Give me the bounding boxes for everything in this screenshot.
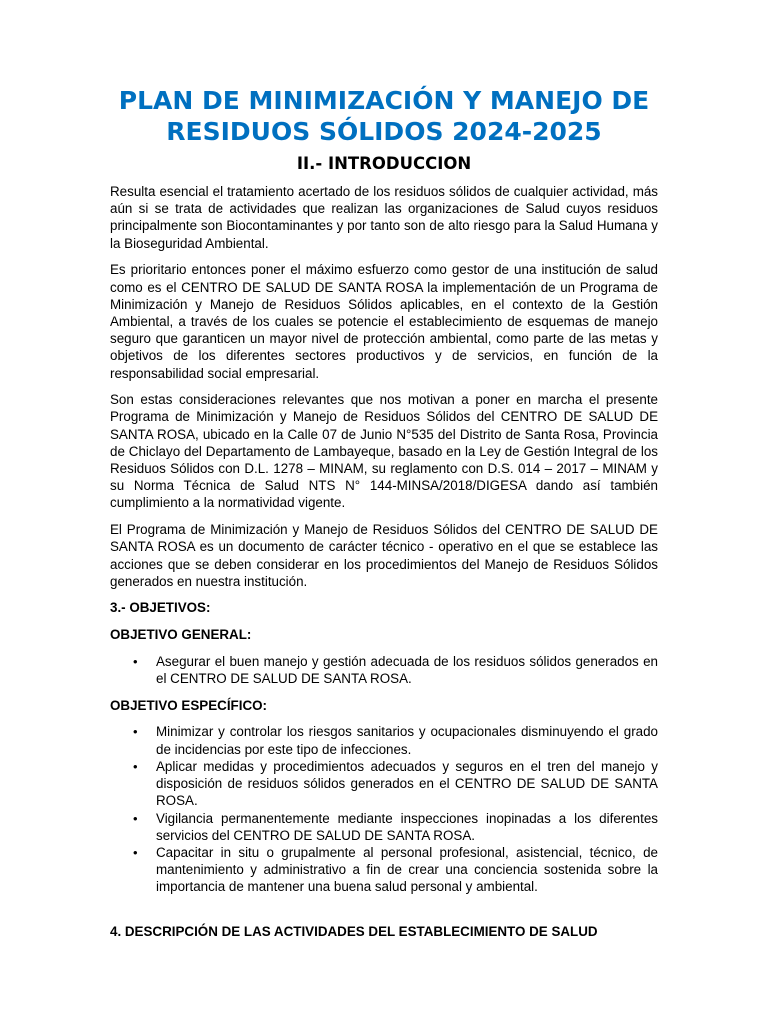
introduction-heading: II.- INTRODUCCION [296,154,472,173]
list-item-text: Capacitar in situ o grupalmente al personal profesional, asistencial, técnico, de mantenimiento y administrativo a fin de crear una conciencia sostenida sobre la importancia de mantener una buena salud personal y ambiental. [156,844,658,895]
list-item-text: Vigilancia permanentemente mediante inspecciones inopinadas a los diferentes servicios del CENTRO DE SALUD DE SANTA ROSA. [156,810,658,843]
intro-paragraph: Son estas consideraciones relevantes que nos motivan a poner en marcha el presente Programa de Minimización y Manejo de Residuos Sólidos del CENTRO DE SALUD DE SANTA ROSA, ubicado en la Calle 07 de Junio N°535 del Distrito de Santa Rosa, Provincia de Chiclayo del Departamento de Lambayeque, basado en la Ley de Gestión Integral de los Residuos Sólidos con D.L. 1278 – MINAM, su reglamento con D.S. 014 – 2017 – MINAM y su Norma Técnica de Salud NTS N° 144-MINSA/2018/DIGESA dando así también cumplimiento a la normatividad vigente. [110,392,658,511]
bullet-icon: • [133,844,138,860]
list-item [110,758,658,810]
spacer [110,905,658,923]
general-objective-heading: OBJETIVO GENERAL: [110,627,252,643]
list-item-text: Asegurar el buen manejo y gestión adecuada de los residuos sólidos generados en el CENTRO DE SALUD DE SANTA ROSA. [156,653,658,687]
bullet-icon: • [133,810,138,826]
bullet-icon: • [133,758,138,774]
list-item [110,844,658,896]
list-item [110,653,658,687]
intro-paragraph: El Programa de Minimización y Manejo de Residuos Sólidos del CENTRO DE SALUD DE SANTA ROSA es un documento de carácter técnico - operativo en el que se establece las acciones que se deben considerar en los procedimientos del Manejo de Residuos Sólidos generados en nuestra institución. [110,522,658,589]
specific-objective-heading: OBJETIVO ESPECÍFICO: [110,697,267,713]
bullet-icon: • [133,653,138,669]
document-title: PLAN DE MINIMIZACIÓN Y MANEJO DE RESIDUOS SÓLIDOS 2024-2025 [118,86,650,146]
intro-paragraph: Es prioritario entonces poner el máximo esfuerzo como gestor de una institución de salud como es el CENTRO DE SALUD DE SANTA ROSA la implementación de un Programa de Minimización y Manejo de Residuos Sólidos aplicables, en el contexto de la Gestión Ambiental, a través de los cuales se potencie el establecimiento de esquemas de manejo seguro que garanticen un mayor nivel de protección ambiental, como parte de las metas y objetivos de los diferentes sectores productivos y de servicios, en función de la responsabilidad social empresarial. [110,262,658,381]
general-objectives-list [110,653,658,687]
objectives-heading: 3.- OBJETIVOS: [110,600,211,616]
document-page [110,80,658,950]
list-item [110,723,658,757]
bullet-icon: • [133,724,138,740]
section-4-heading: 4. DESCRIPCIÓN DE LAS ACTIVIDADES DEL ESTABLECIMIENTO DE SALUD [110,924,598,940]
specific-objectives-list [110,723,658,895]
list-item-text: Minimizar y controlar los riesgos sanitarios y ocupacionales disminuyendo el grado de incidencias por este tipo de infecciones. [156,724,658,757]
list-item [110,810,658,844]
intro-paragraph: Resulta esencial el tratamiento acertado de los residuos sólidos de cualquier actividad, más aún si se trata de actividades que realizan las organizaciones de Salud cuyos residuos principalmente son Biocontaminantes y por tanto son de alto riesgo para la Salud Humana y la Bioseguridad Ambiental. [110,184,658,251]
list-item-text: Aplicar medidas y procedimientos adecuados y seguros en el tren del manejo y disposición de residuos sólidos generados en el CENTRO DE SALUD DE SANTA ROSA. [156,758,658,809]
